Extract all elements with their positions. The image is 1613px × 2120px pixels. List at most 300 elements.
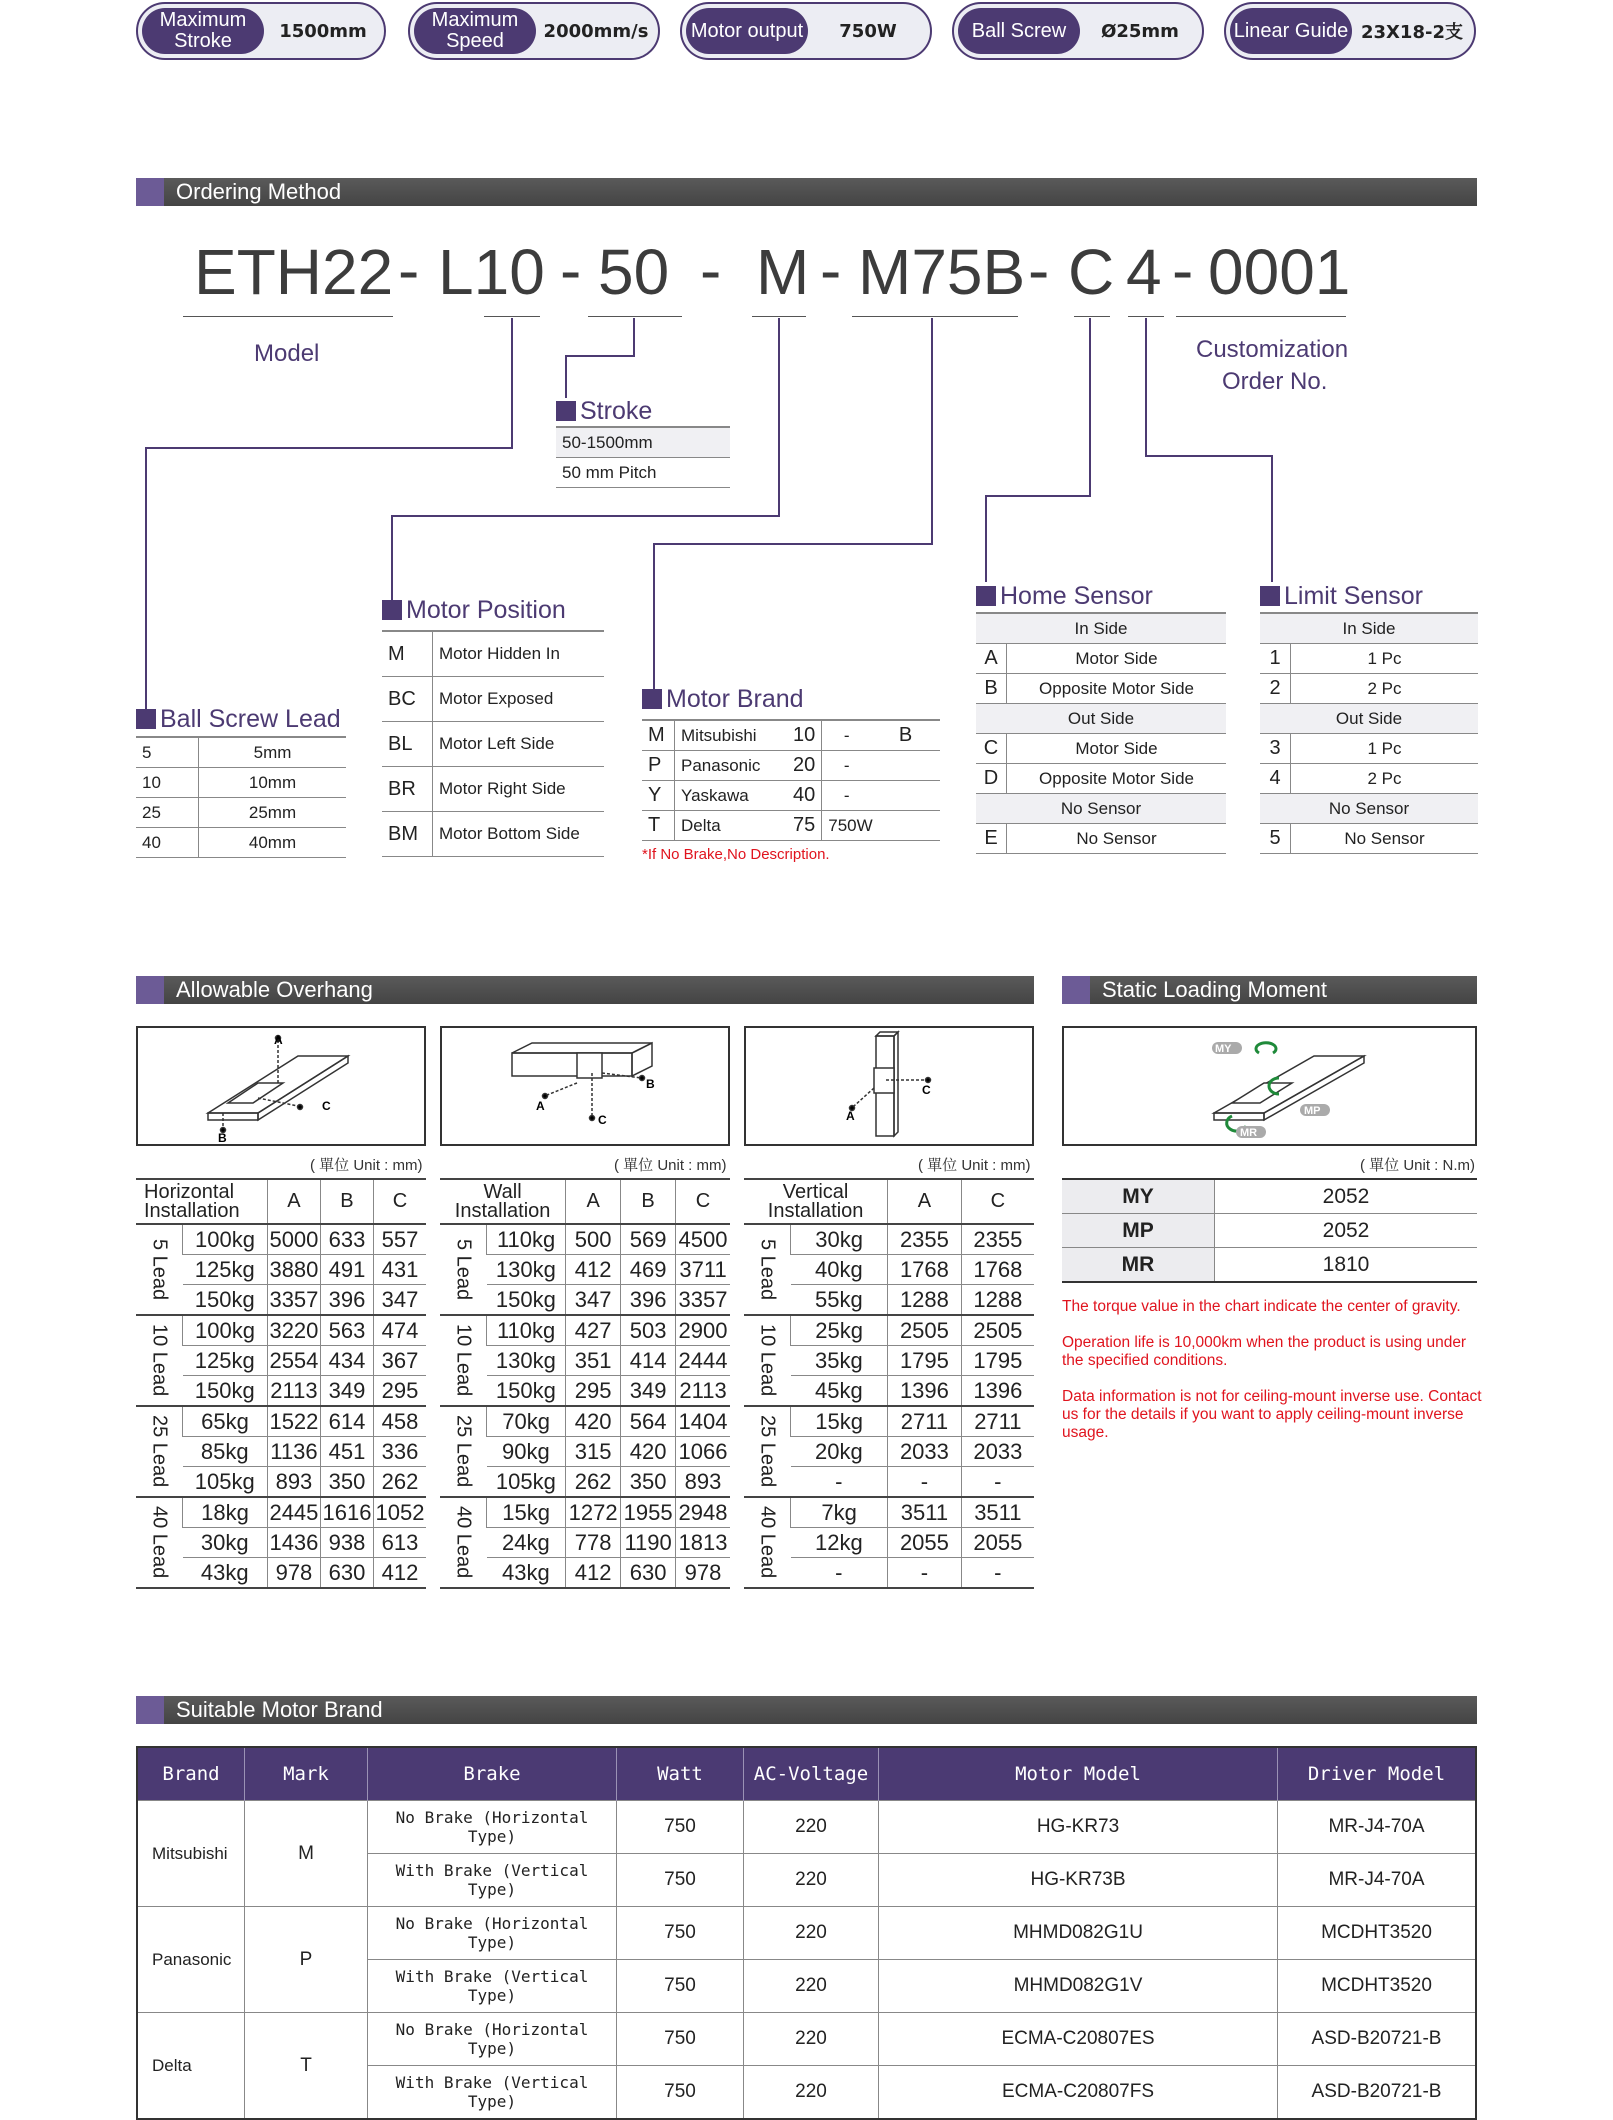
table-row xyxy=(440,1315,730,1346)
value-cell: 1616 xyxy=(320,1497,373,1528)
voltage-cell: 220 xyxy=(744,2013,879,2066)
value-cell: 336 xyxy=(373,1437,426,1467)
code-dash: - xyxy=(398,234,420,306)
table-row: T Delta 75 750W xyxy=(642,811,940,841)
load-cell: 100kg xyxy=(183,1224,268,1255)
value-cell: 1955 xyxy=(621,1497,676,1528)
table-row: P Panasonic 20 - xyxy=(642,751,940,781)
ball-screw-title: Ball Screw Lead xyxy=(136,705,341,734)
value-cell: - xyxy=(961,1467,1034,1498)
value-cell: 1768 xyxy=(888,1255,962,1285)
load-cell: 20kg xyxy=(791,1437,888,1467)
table-row: 5 5mm xyxy=(136,737,346,768)
table-row xyxy=(137,2013,1476,2066)
table-row xyxy=(556,458,730,488)
horizontal-overhang-table xyxy=(136,1178,426,1589)
table-header: Wall Installation A B C xyxy=(440,1179,730,1224)
load-cell: 24kg xyxy=(487,1528,566,1558)
code-custom-no: 0001 xyxy=(1208,236,1351,308)
table-row: 1 1 Pc xyxy=(1260,644,1478,674)
value-cell: 3220 xyxy=(267,1315,320,1346)
unit-label: ( 單位 Unit : mm) xyxy=(310,1157,423,1174)
horizontal-installation-diagram xyxy=(136,1026,426,1146)
value-cell: 414 xyxy=(621,1346,676,1376)
label-b: B xyxy=(218,1131,227,1144)
value-cell: 349 xyxy=(621,1376,676,1407)
value-cell: 3511 xyxy=(888,1497,962,1528)
col-motor-model: Motor Model xyxy=(879,1747,1278,1801)
table-header xyxy=(137,1747,1476,1801)
load-cell: 110kg xyxy=(487,1224,566,1255)
table-row: 25 25mm xyxy=(136,798,346,828)
limit-sensor-table xyxy=(1260,612,1478,854)
value-cell: 978 xyxy=(267,1558,320,1589)
value-cell: 1052 xyxy=(373,1497,426,1528)
value-cell: 431 xyxy=(373,1255,426,1285)
value-cell: 938 xyxy=(320,1528,373,1558)
value-cell: 3880 xyxy=(267,1255,320,1285)
table-row xyxy=(744,1224,1034,1255)
table-row: In Side xyxy=(976,613,1226,644)
code-dash: - xyxy=(560,234,582,306)
table-row: MP 2052 xyxy=(1062,1214,1477,1248)
table-row: BL Motor Left Side xyxy=(382,722,604,767)
value-cell: 3357 xyxy=(676,1285,730,1316)
table-row: Out Side xyxy=(1260,704,1478,734)
table-row xyxy=(440,1224,730,1255)
vertical-overhang-table xyxy=(744,1178,1034,1589)
value-cell: 295 xyxy=(373,1376,426,1407)
value-cell: 351 xyxy=(566,1346,621,1376)
code-lead: L10 xyxy=(438,236,545,308)
suitable-motor-brand-header: Suitable Motor Brand xyxy=(136,1696,1477,1724)
ball-screw-table xyxy=(136,736,346,858)
value-cell: 350 xyxy=(621,1467,676,1498)
value-cell: 1190 xyxy=(621,1528,676,1558)
unit-label: ( 單位 Unit : mm) xyxy=(614,1157,727,1174)
value-cell: 451 xyxy=(320,1437,373,1467)
value-cell: 2055 xyxy=(888,1528,962,1558)
load-cell: 150kg xyxy=(183,1285,268,1316)
table-row: M Mitsubishi 10 - B xyxy=(642,720,940,751)
value-cell: 262 xyxy=(566,1467,621,1498)
value-cell: 2355 xyxy=(961,1224,1034,1255)
col-voltage: AC-Voltage xyxy=(744,1747,879,1801)
value-cell: 367 xyxy=(373,1346,426,1376)
brand-cell: Mitsubishi xyxy=(137,1801,245,1907)
load-cell: 130kg xyxy=(487,1255,566,1285)
value-cell: 1288 xyxy=(888,1285,962,1316)
load-cell: 18kg xyxy=(183,1497,268,1528)
value-cell: 978 xyxy=(676,1558,730,1589)
watt-cell: 750 xyxy=(617,1801,744,1854)
voltage-cell: 220 xyxy=(744,2066,879,2120)
label-c: C xyxy=(598,1113,607,1127)
motor-model-cell: ECMA-C20807FS xyxy=(879,2066,1278,2120)
table-row xyxy=(136,1406,426,1437)
label-my: MY xyxy=(1215,1043,1232,1055)
moment-drawing xyxy=(1064,1028,1475,1144)
col-brand: Brand xyxy=(137,1747,245,1801)
motor-brand-table xyxy=(642,719,940,841)
value-cell: 893 xyxy=(267,1467,320,1498)
table-row: 10 10mm xyxy=(136,768,346,798)
brake-cell: With Brake (Vertical Type) xyxy=(368,2066,617,2120)
brake-cell: With Brake (Vertical Type) xyxy=(368,1960,617,2013)
value-cell: 2900 xyxy=(676,1315,730,1346)
table-row xyxy=(744,1497,1034,1528)
value-cell: 1522 xyxy=(267,1406,320,1437)
lead-label: 40 Lead xyxy=(136,1497,183,1588)
section-marker xyxy=(136,1696,164,1724)
label-a: A xyxy=(274,1033,283,1047)
table-row: C Motor Side xyxy=(976,734,1226,764)
lead-label: 40 Lead xyxy=(440,1497,487,1588)
brand-cell: Delta xyxy=(137,2013,245,2120)
table-row xyxy=(136,1224,426,1255)
value-cell: 500 xyxy=(566,1224,621,1255)
table-row xyxy=(744,1406,1034,1437)
table-row: No Sensor xyxy=(976,794,1226,824)
motor-model-cell: HG-KR73 xyxy=(879,1801,1278,1854)
table-row: MY 2052 xyxy=(1062,1179,1477,1214)
title-marker xyxy=(642,689,662,709)
value-cell: 347 xyxy=(373,1285,426,1316)
value-cell: 1396 xyxy=(888,1376,962,1407)
custom-label-line2: Order No. xyxy=(1222,368,1328,395)
static-moment-diagram xyxy=(1062,1026,1477,1146)
lead-label: 10 Lead xyxy=(440,1315,487,1406)
brake-cell: No Brake (Horizontal Type) xyxy=(368,1907,617,1960)
value-cell: 295 xyxy=(566,1376,621,1407)
table-row: Out Side xyxy=(976,704,1226,734)
note-operation-life: Operation life is 10,000km when the product is using under the specified conditions. xyxy=(1062,1334,1467,1369)
ordering-method-header: Ordering Method xyxy=(136,178,1477,206)
value-cell: 630 xyxy=(621,1558,676,1589)
mark-cell: M xyxy=(245,1801,368,1907)
lead-label: 5 Lead xyxy=(744,1224,791,1315)
driver-model-cell: MR-J4-70A xyxy=(1278,1801,1477,1854)
load-cell: 65kg xyxy=(183,1406,268,1437)
value-cell: 469 xyxy=(621,1255,676,1285)
spec-value: 1500mm xyxy=(279,20,367,42)
value-cell: 3511 xyxy=(961,1497,1034,1528)
load-cell: 150kg xyxy=(487,1285,566,1316)
table-row xyxy=(744,1315,1034,1346)
label-mr: MR xyxy=(1240,1127,1258,1139)
voltage-cell: 220 xyxy=(744,1854,879,1907)
lead-label: 25 Lead xyxy=(136,1406,183,1497)
table-row: B Opposite Motor Side xyxy=(976,674,1226,704)
label-a: A xyxy=(846,1109,855,1123)
value-cell: 614 xyxy=(320,1406,373,1437)
section-marker xyxy=(1062,976,1090,1004)
load-cell: - xyxy=(791,1467,888,1498)
value-cell: 350 xyxy=(320,1467,373,1498)
driver-model-cell: MR-J4-70A xyxy=(1278,1854,1477,1907)
load-cell: 15kg xyxy=(791,1406,888,1437)
code-dash: - xyxy=(700,234,722,306)
value-cell: 2948 xyxy=(676,1497,730,1528)
voltage-cell: 220 xyxy=(744,1801,879,1854)
lead-label: 10 Lead xyxy=(136,1315,183,1406)
value-cell: 2711 xyxy=(961,1406,1034,1437)
note-torque: The torque value in the chart indicate the center of gravity. xyxy=(1062,1298,1461,1315)
value-cell: 427 xyxy=(566,1315,621,1346)
value-cell: 2554 xyxy=(267,1346,320,1376)
model-label: Model xyxy=(254,340,320,367)
value-cell: 2445 xyxy=(267,1497,320,1528)
value-cell: 2033 xyxy=(961,1437,1034,1467)
custom-label-line1: Customization xyxy=(1196,336,1349,363)
static-loading-header: Static Loading Moment xyxy=(1062,976,1477,1004)
lead-label: 25 Lead xyxy=(744,1406,791,1497)
driver-model-cell: MCDHT3520 xyxy=(1278,1960,1477,2013)
mark-cell: T xyxy=(245,2013,368,2120)
load-cell: 35kg xyxy=(791,1346,888,1376)
load-cell: 125kg xyxy=(183,1255,268,1285)
stroke-title: Stroke xyxy=(556,397,652,426)
value-cell: 3711 xyxy=(676,1255,730,1285)
motor-model-cell: HG-KR73B xyxy=(879,1854,1278,1907)
driver-model-cell: ASD-B20721-B xyxy=(1278,2066,1477,2120)
watt-cell: 750 xyxy=(617,1854,744,1907)
vertical-installation-diagram xyxy=(744,1026,1034,1146)
value-cell: 1768 xyxy=(961,1255,1034,1285)
watt-cell: 750 xyxy=(617,2066,744,2120)
motor-model-cell: MHMD082G1U xyxy=(879,1907,1278,1960)
value-cell: 1436 xyxy=(267,1528,320,1558)
value-cell: 1066 xyxy=(676,1437,730,1467)
lead-label: 25 Lead xyxy=(440,1406,487,1497)
col-brake: Brake xyxy=(368,1747,617,1801)
motor-brand-note: *If No Brake,No Description. xyxy=(642,846,830,863)
title-marker xyxy=(382,600,402,620)
value-cell: - xyxy=(961,1558,1034,1589)
value-cell: 434 xyxy=(320,1346,373,1376)
allowable-overhang-header: Allowable Overhang xyxy=(136,976,1034,1004)
table-row: 5 No Sensor xyxy=(1260,824,1478,854)
limit-sensor-title: Limit Sensor xyxy=(1260,582,1423,611)
table-row: 3 1 Pc xyxy=(1260,734,1478,764)
value-cell: 1288 xyxy=(961,1285,1034,1316)
actuator-drawing xyxy=(442,1028,728,1144)
table-row xyxy=(136,1497,426,1528)
label-b: B xyxy=(646,1077,655,1091)
watt-cell: 750 xyxy=(617,1960,744,2013)
value-cell: 1795 xyxy=(888,1346,962,1376)
table-row xyxy=(137,1801,1476,1854)
col-driver-model: Driver Model xyxy=(1278,1747,1477,1801)
value-cell: 3357 xyxy=(267,1285,320,1316)
load-cell: 40kg xyxy=(791,1255,888,1285)
load-cell: 150kg xyxy=(487,1376,566,1407)
motor-position-table xyxy=(382,630,604,857)
unit-label: ( 單位 Unit : N.m) xyxy=(1360,1157,1475,1174)
load-cell: 90kg xyxy=(487,1437,566,1467)
load-cell: 100kg xyxy=(183,1315,268,1346)
value-cell: - xyxy=(888,1467,962,1498)
value-cell: 412 xyxy=(566,1558,621,1589)
col-mark: Mark xyxy=(245,1747,368,1801)
load-cell: 110kg xyxy=(487,1315,566,1346)
value-cell: 2055 xyxy=(961,1528,1034,1558)
load-cell: 7kg xyxy=(791,1497,888,1528)
section-marker xyxy=(136,976,164,1004)
value-cell: 458 xyxy=(373,1406,426,1437)
table-header: Vertical Installation A C xyxy=(744,1179,1034,1224)
table-row: BC Motor Exposed xyxy=(382,677,604,722)
value-cell: 315 xyxy=(566,1437,621,1467)
table-row: Y Yaskawa 40 - xyxy=(642,781,940,811)
value-cell: 396 xyxy=(320,1285,373,1316)
code-motor-position: M xyxy=(756,236,810,308)
actuator-drawing xyxy=(746,1028,1032,1144)
value-cell: 349 xyxy=(320,1376,373,1407)
value-cell: 564 xyxy=(621,1406,676,1437)
watt-cell: 750 xyxy=(617,2013,744,2066)
value-cell: 1136 xyxy=(267,1437,320,1467)
table-row: BR Motor Right Side xyxy=(382,767,604,812)
driver-model-cell: MCDHT3520 xyxy=(1278,1907,1477,1960)
load-cell: 45kg xyxy=(791,1376,888,1407)
table-row: In Side xyxy=(1260,613,1478,644)
value-cell: 347 xyxy=(566,1285,621,1316)
wall-overhang-table xyxy=(440,1178,730,1589)
label-c: C xyxy=(322,1099,331,1113)
table-row xyxy=(556,427,730,458)
cell: 50-1500mm xyxy=(556,427,730,458)
title-marker xyxy=(1260,586,1280,606)
value-cell: 412 xyxy=(373,1558,426,1589)
col-watt: Watt xyxy=(617,1747,744,1801)
table-row: 40 40mm xyxy=(136,828,346,858)
load-cell: 43kg xyxy=(183,1558,268,1589)
driver-model-cell: ASD-B20721-B xyxy=(1278,2013,1477,2066)
table-row: BM Motor Bottom Side xyxy=(382,812,604,857)
home-sensor-table xyxy=(976,612,1226,854)
value-cell: 420 xyxy=(621,1437,676,1467)
label-a: A xyxy=(536,1099,545,1113)
spec-value: 750W xyxy=(839,20,897,42)
code-dash: - xyxy=(820,234,842,306)
motor-brand-title: Motor Brand xyxy=(642,685,804,714)
value-cell: 503 xyxy=(621,1315,676,1346)
home-sensor-title: Home Sensor xyxy=(976,582,1153,611)
lead-label: 5 Lead xyxy=(136,1224,183,1315)
value-cell: 491 xyxy=(320,1255,373,1285)
load-cell: 70kg xyxy=(487,1406,566,1437)
code-home-sensor: C xyxy=(1068,236,1115,308)
value-cell: 420 xyxy=(566,1406,621,1437)
value-cell: 1272 xyxy=(566,1497,621,1528)
cell: 50 mm Pitch xyxy=(556,458,730,488)
load-cell: 15kg xyxy=(487,1497,566,1528)
value-cell: 2444 xyxy=(676,1346,730,1376)
table-row xyxy=(137,1907,1476,1960)
table-row: 2 2 Pc xyxy=(1260,674,1478,704)
value-cell: 778 xyxy=(566,1528,621,1558)
value-cell: 262 xyxy=(373,1467,426,1498)
lead-label: 10 Lead xyxy=(744,1315,791,1406)
table-header: Horizontal Installation A B C xyxy=(136,1179,426,1224)
motor-model-cell: MHMD082G1V xyxy=(879,1960,1278,2013)
spec-value: 2000mm/s xyxy=(543,20,649,42)
brand-cell: Panasonic xyxy=(137,1907,245,2013)
value-cell: 2505 xyxy=(961,1315,1034,1346)
table-row: No Sensor xyxy=(1260,794,1478,824)
motor-brand-table-full xyxy=(136,1746,1477,2120)
load-cell: 105kg xyxy=(183,1467,268,1498)
spec-value: 23X18-2支 xyxy=(1361,22,1463,43)
load-cell: 105kg xyxy=(487,1467,566,1498)
value-cell: - xyxy=(888,1558,962,1589)
load-cell: 12kg xyxy=(791,1528,888,1558)
unit-label: ( 單位 Unit : mm) xyxy=(918,1157,1031,1174)
table-row xyxy=(440,1406,730,1437)
title-marker xyxy=(976,586,996,606)
value-cell: 633 xyxy=(320,1224,373,1255)
lead-label: 40 Lead xyxy=(744,1497,791,1588)
voltage-cell: 220 xyxy=(744,1960,879,2013)
value-cell: 2113 xyxy=(267,1376,320,1407)
stroke-table xyxy=(556,426,730,488)
watt-cell: 750 xyxy=(617,1907,744,1960)
spec-label: Ball Screw xyxy=(958,8,1080,54)
table-row: MR 1810 xyxy=(1062,1248,1477,1283)
code-stroke: 50 xyxy=(598,236,670,308)
value-cell: 557 xyxy=(373,1224,426,1255)
brake-cell: No Brake (Horizontal Type) xyxy=(368,2013,617,2066)
code-limit-sensor: 4 xyxy=(1126,236,1162,308)
load-cell: 125kg xyxy=(183,1346,268,1376)
mark-cell: P xyxy=(245,1907,368,2013)
label-c: C xyxy=(922,1083,931,1097)
motor-position-title: Motor Position xyxy=(382,596,566,625)
static-moment-table xyxy=(1062,1178,1477,1283)
value-cell: 396 xyxy=(621,1285,676,1316)
code-dash: - xyxy=(1028,234,1050,306)
value-cell: 4500 xyxy=(676,1224,730,1255)
load-cell: - xyxy=(791,1558,888,1589)
value-cell: 563 xyxy=(320,1315,373,1346)
load-cell: 130kg xyxy=(487,1346,566,1376)
table-row: M Motor Hidden In xyxy=(382,631,604,677)
note-ceiling-mount: Data information is not for ceiling-mount inverse use. Contact us for the details if you want to apply ceiling-mount inverse usage. xyxy=(1062,1388,1482,1441)
lead-label: 5 Lead xyxy=(440,1224,487,1315)
table-row: 4 2 Pc xyxy=(1260,764,1478,794)
value-cell: 2505 xyxy=(888,1315,962,1346)
load-cell: 30kg xyxy=(183,1528,268,1558)
load-cell: 25kg xyxy=(791,1315,888,1346)
table-row: A Motor Side xyxy=(976,644,1226,674)
load-cell: 55kg xyxy=(791,1285,888,1316)
title-marker xyxy=(556,401,576,421)
brake-cell: No Brake (Horizontal Type) xyxy=(368,1801,617,1854)
value-cell: 1813 xyxy=(676,1528,730,1558)
load-cell: 30kg xyxy=(791,1224,888,1255)
value-cell: 2355 xyxy=(888,1224,962,1255)
table-row: D Opposite Motor Side xyxy=(976,764,1226,794)
value-cell: 893 xyxy=(676,1467,730,1498)
value-cell: 1795 xyxy=(961,1346,1034,1376)
value-cell: 2033 xyxy=(888,1437,962,1467)
value-cell: 1404 xyxy=(676,1406,730,1437)
code-model: ETH22 xyxy=(194,236,394,308)
value-cell: 474 xyxy=(373,1315,426,1346)
table-row xyxy=(136,1315,426,1346)
load-cell: 85kg xyxy=(183,1437,268,1467)
